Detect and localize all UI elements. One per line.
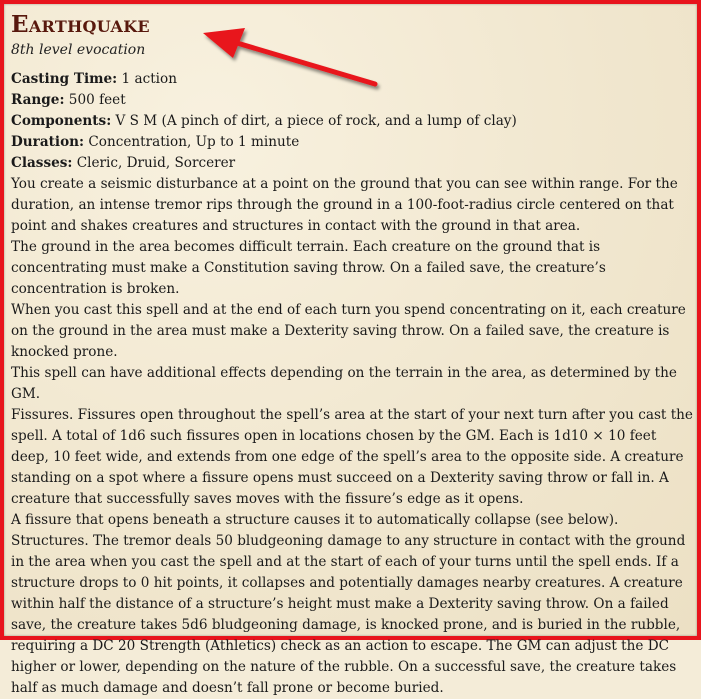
description-paragraph: Fissures. Fissures open throughout the spell’s area at the start of your next turn after you cast the spell. A total of 1d6 such fissures open in locations chosen by the GM. Each is 1d10 × 10 feet deep, 10 feet wide, and extends from one edge of the spell’s area to the opposite side. A creature standing on a spot where a fissure opens must succeed on a Dexterity saving throw or fall in. A creature that successfully saves moves with the fissure’s edge as it opens. [11, 407, 693, 507]
arrow-pointer-icon [199, 24, 384, 94]
description-paragraph: Structures. The tremor deals 50 bludgeoning damage to any structure in contact with the ground in the area when you cast the spell and at the start of each of your turns until the spell ends. If a structure drops to 0 hit points, it collapses and potentially damages nearby creatures. A creature within half the distance of a structure’s height must make a Dexterity saving throw. On a failed save, the creature takes 5d6 bludgeoning damage, is knocked prone, and is buried in the rubble, requiring a DC 20 Strength (Athletics) check as an action to escape. The GM can adjust the DC higher or lower, depending on the nature of the rubble. On a successful save, the creature takes half as much damage and doesn’t fall prone or become buried. [11, 533, 686, 696]
stat-label: Casting Time: [11, 71, 118, 87]
stat-duration [11, 132, 695, 153]
description-paragraph: This spell can have additional effects depending on the terrain in the area, as determined by the GM. [11, 365, 677, 402]
stat-label: Components: [11, 113, 112, 129]
spell-description [11, 174, 695, 699]
spell-content [11, 10, 695, 699]
description-paragraph: The ground in the area becomes difficult terrain. Each creature on the ground that is concentrating must make a Constitution saving throw. On a failed save, the creature’s concentration is broken. [11, 239, 606, 297]
stat-components [11, 111, 695, 132]
stat-value: V S M (A pinch of dirt, a piece of rock, and a lump of clay) [111, 113, 517, 129]
spell-level-school: 8th level evocation [11, 42, 146, 58]
spell-title: Earthquake [11, 11, 150, 38]
stat-classes [11, 153, 695, 174]
description-paragraph: When you cast this spell and at the end of each turn you spend concentrating on it, each creature on the ground in the area must make a Dexterity saving throw. On a failed save, the creature is knocked prone. [11, 302, 686, 360]
description-paragraph: You create a seismic disturbance at a point on the ground that you can see within range. For the duration, an intense tremor rips through the ground in a 100-foot-radius circle centered on that point and shakes creatures and structures in contact with the ground in that area. [11, 176, 678, 234]
description-paragraph: A fissure that opens beneath a structure causes it to automatically collapse (see below). [11, 512, 619, 528]
stat-label: Duration: [11, 134, 85, 150]
stat-label: Range: [11, 92, 65, 108]
stat-value: Concentration, Up to 1 minute [84, 134, 300, 150]
stat-label: Classes: [11, 155, 73, 171]
stat-value: 500 feet [64, 92, 126, 108]
stat-value: Cleric, Druid, Sorcerer [72, 155, 236, 171]
stat-value: 1 action [117, 71, 177, 87]
